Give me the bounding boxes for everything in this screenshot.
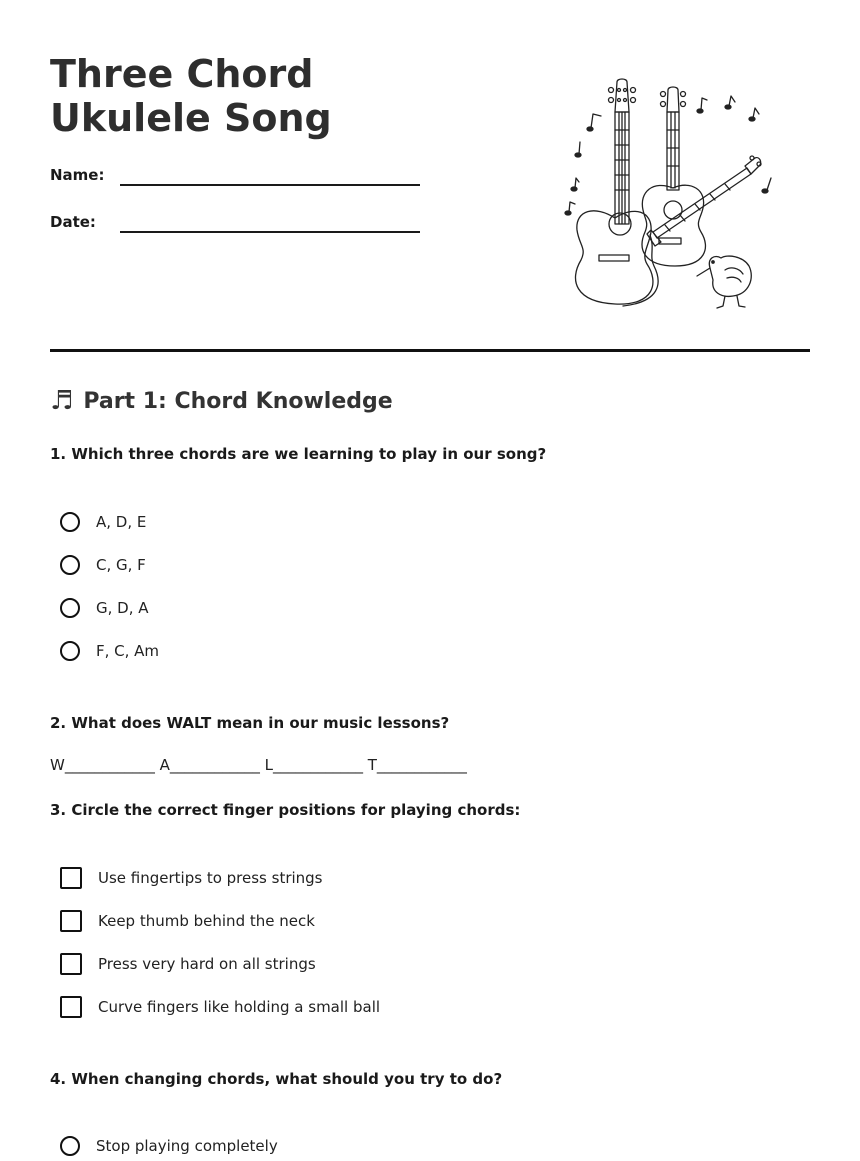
checkbox[interactable]	[60, 953, 82, 975]
option-label: F, C, Am	[96, 642, 160, 660]
option-label: C, G, F	[96, 556, 146, 574]
question-3: 3. Circle the correct finger positions for playing chords:	[50, 801, 521, 819]
part1-title: Part 1: Chord Knowledge	[83, 388, 393, 414]
q3-option-2[interactable]	[60, 908, 315, 934]
name-field	[50, 166, 430, 196]
option-label: A, D, E	[96, 513, 147, 531]
q3-option-4[interactable]	[60, 994, 380, 1020]
option-label: Use fingertips to press strings	[98, 869, 323, 887]
question-4: 4. When changing chords, what should you try to do?	[50, 1070, 503, 1088]
radio-button[interactable]	[60, 555, 80, 575]
part1-heading	[50, 386, 393, 416]
q1-option-4[interactable]	[60, 638, 159, 664]
date-label: Date:	[50, 213, 96, 231]
music-note-icon: ♬	[50, 386, 74, 416]
question-1: 1. Which three chords are we learning to play in our song?	[50, 445, 547, 463]
music-notes-icon	[565, 96, 771, 215]
option-label: Press very hard on all strings	[98, 955, 316, 973]
date-field	[50, 213, 430, 243]
q3-option-3[interactable]	[60, 951, 316, 977]
q1-option-3[interactable]	[60, 595, 149, 621]
q4-option-1[interactable]	[60, 1133, 278, 1159]
checkbox[interactable]	[60, 867, 82, 889]
name-label: Name:	[50, 166, 105, 184]
radio-button[interactable]	[60, 598, 80, 618]
radio-button[interactable]	[60, 1136, 80, 1156]
radio-button[interactable]	[60, 641, 80, 661]
option-label: Keep thumb behind the neck	[98, 912, 315, 930]
option-label: Stop playing completely	[96, 1137, 278, 1155]
name-input-line[interactable]	[120, 184, 420, 186]
header-divider	[50, 349, 810, 352]
date-input-line[interactable]	[120, 231, 420, 233]
option-label: Curve fingers like holding a small ball	[98, 998, 381, 1016]
question-2: 2. What does WALT mean in our music lessons?	[50, 714, 450, 732]
radio-button[interactable]	[60, 512, 80, 532]
page-title: Three Chord Ukulele Song	[50, 52, 332, 140]
ukulele-illustration-icon	[555, 70, 785, 315]
q3-option-1[interactable]	[60, 865, 323, 891]
q1-option-1[interactable]	[60, 509, 146, 535]
option-label: G, D, A	[96, 599, 149, 617]
checkbox[interactable]	[60, 910, 82, 932]
kiwi-bird-icon	[697, 256, 751, 308]
walt-blanks[interactable]: W____________ A____________ L____________ T____________	[50, 756, 467, 774]
q1-option-2[interactable]	[60, 552, 146, 578]
checkbox[interactable]	[60, 996, 82, 1018]
